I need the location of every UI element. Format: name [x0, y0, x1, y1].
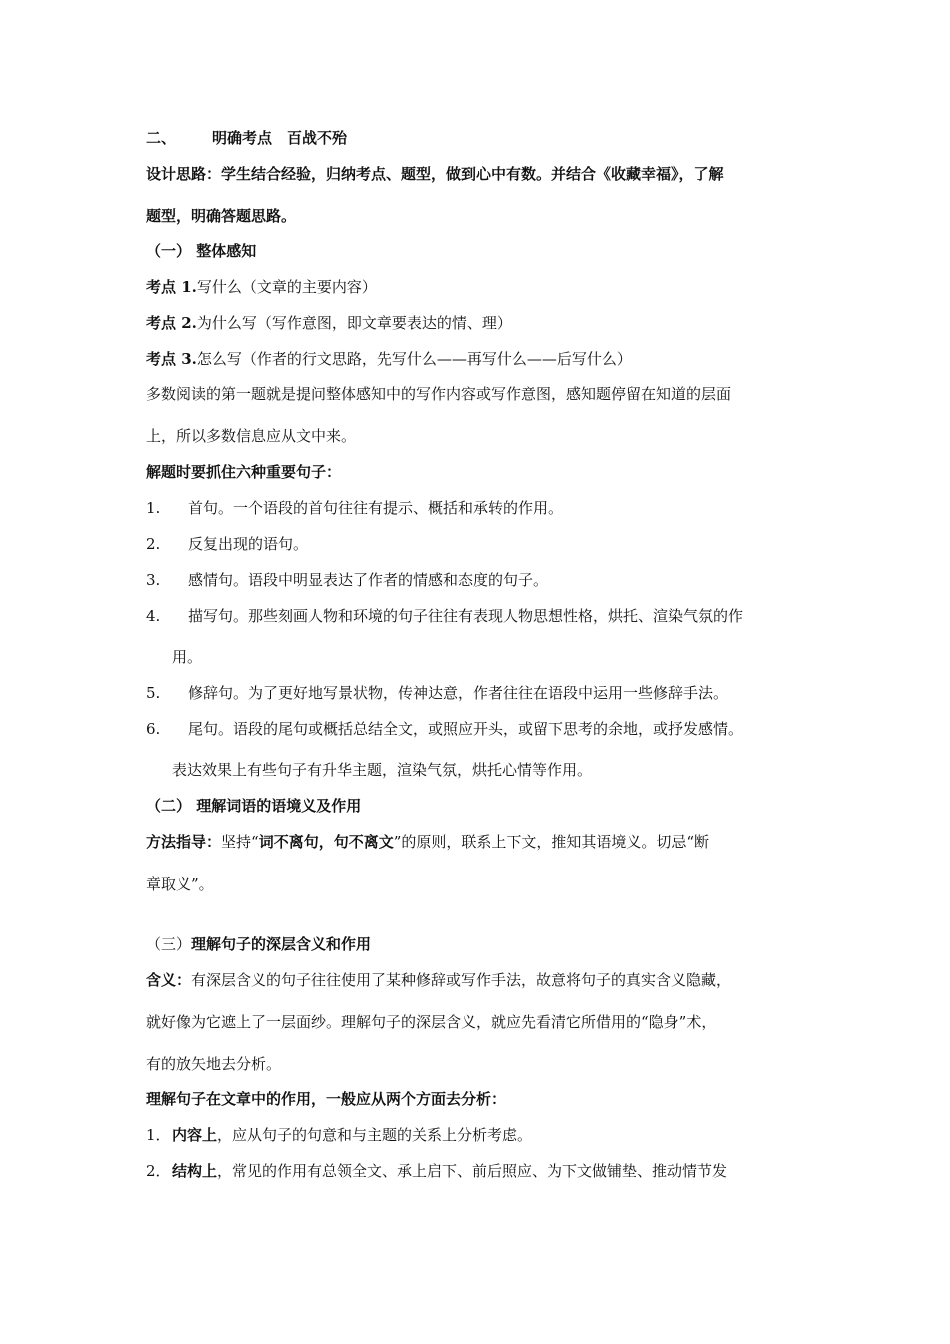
kaodian-text: 写什么（文章的主要内容） [196, 278, 377, 296]
subsection-title: 理解句子的深层含义和作用 [191, 935, 372, 953]
para1-line-2: 上，所以多数信息应从文中来。 [146, 427, 357, 445]
kaodian-label: 考点 2. [146, 314, 197, 332]
method-line-1 [146, 832, 709, 852]
method-post: ”的原则，联系上下文，推知其语境义。切忌“断 [393, 833, 710, 851]
kaodian-text: 怎么写（作者的行文思路，先写什么——再写什么——后写什么） [196, 350, 632, 368]
subsection-prefix: （三） [146, 935, 192, 953]
list-item [146, 534, 308, 554]
para1-line-1: 多数阅读的第一题就是提问整体感知中的写作内容或写作意图，感知题停留在知道的层面 [146, 385, 732, 403]
aspect-item [146, 1161, 727, 1181]
list-item [146, 570, 548, 590]
aspect-number: 2． [146, 1162, 171, 1180]
list-number: 2. [146, 535, 161, 553]
kaodian-text: 为什么写（写作意图，即文章要表达的情、理） [196, 314, 512, 332]
hanyi-line-3: 有的放矢地去分析。 [146, 1055, 282, 1073]
aspect-item [146, 1125, 532, 1145]
method-pre: 坚持“ [221, 833, 259, 851]
aspect-text: ，应从句子的句意和与主题的关系上分析考虑。 [217, 1126, 533, 1144]
aspect-number: 1． [146, 1126, 171, 1144]
list-text: 描写句。那些刻画人物和环境的句子往往有表现人物思想性格，烘托、渲染气氛的作 [188, 607, 744, 625]
six-sentences-title: 解题时要抓住六种重要句子： [146, 463, 342, 481]
kaodian-3 [146, 349, 632, 369]
method-bold: 词不离句，句不离文 [258, 833, 394, 851]
design-line-2: 题型，明确答题思路。 [146, 207, 297, 225]
subsection-title-3 [146, 934, 371, 954]
list-number: 3. [146, 571, 161, 589]
zuoyong-title: 理解句子在文章中的作用，一般应从两个方面去分析： [146, 1090, 507, 1108]
heading-number: 二、 [146, 129, 177, 147]
express-effect-note: 表达效果上有些句子有升华主题，渲染气氛，烘托心情等作用。 [172, 761, 593, 779]
list-item [146, 606, 743, 626]
subsection-title-1: （一） 整体感知 [146, 242, 257, 260]
list-text: 感情句。语段中明显表达了作者的情感和态度的句子。 [188, 571, 549, 589]
list-number: 1. [146, 499, 161, 517]
heading-title: 明确考点 百战不殆 [212, 129, 348, 147]
list-number: 6. [146, 720, 161, 738]
list-number: 5. [146, 684, 161, 702]
hanyi-line-1 [146, 970, 731, 990]
list-text: 修辞句。为了更好地写景状物，传神达意，作者往往在语段中运用一些修辞手法。 [188, 684, 729, 702]
design-line-1: 设计思路：学生结合经验，归纳考点、题型，做到心中有数。并结合《收藏幸福》，了解 [146, 165, 724, 183]
list-item [146, 719, 743, 739]
hanyi-text: 有深层含义的句子往往使用了某种修辞或写作手法，故意将句子的真实含义隐藏， [191, 971, 732, 989]
list-item [146, 498, 563, 518]
aspect-label: 内容上 [172, 1126, 218, 1144]
list-text: 反复出现的语句。 [188, 535, 309, 553]
kaodian-2 [146, 313, 512, 333]
list-item [146, 683, 728, 703]
hanyi-label: 含义： [146, 971, 192, 989]
section-heading-2 [146, 128, 347, 148]
kaodian-1 [146, 277, 377, 297]
hanyi-line-2: 就好像为它遮上了一层面纱。理解句子的深层含义，就应先看清它所借用的“隐身”术， [146, 1013, 717, 1031]
list-item-continuation: 用。 [172, 648, 203, 666]
aspect-text: ，常见的作用有总领全文、承上启下、前后照应、为下文做铺垫、推动情节发 [217, 1162, 728, 1180]
list-number: 4. [146, 607, 161, 625]
kaodian-label: 考点 1. [146, 278, 197, 296]
subsection-title-2: （二） 理解词语的语境义及作用 [146, 797, 362, 815]
aspect-label: 结构上 [172, 1162, 218, 1180]
kaodian-label: 考点 3. [146, 350, 197, 368]
list-text: 尾句。语段的尾句或概括总结全文，或照应开头，或留下思考的余地，或抒发感情。 [188, 720, 744, 738]
method-label: 方法指导： [146, 833, 222, 851]
method-line-2: 章取义”。 [146, 875, 214, 893]
list-text: 首句。一个语段的首句往往有提示、概括和承转的作用。 [188, 499, 564, 517]
